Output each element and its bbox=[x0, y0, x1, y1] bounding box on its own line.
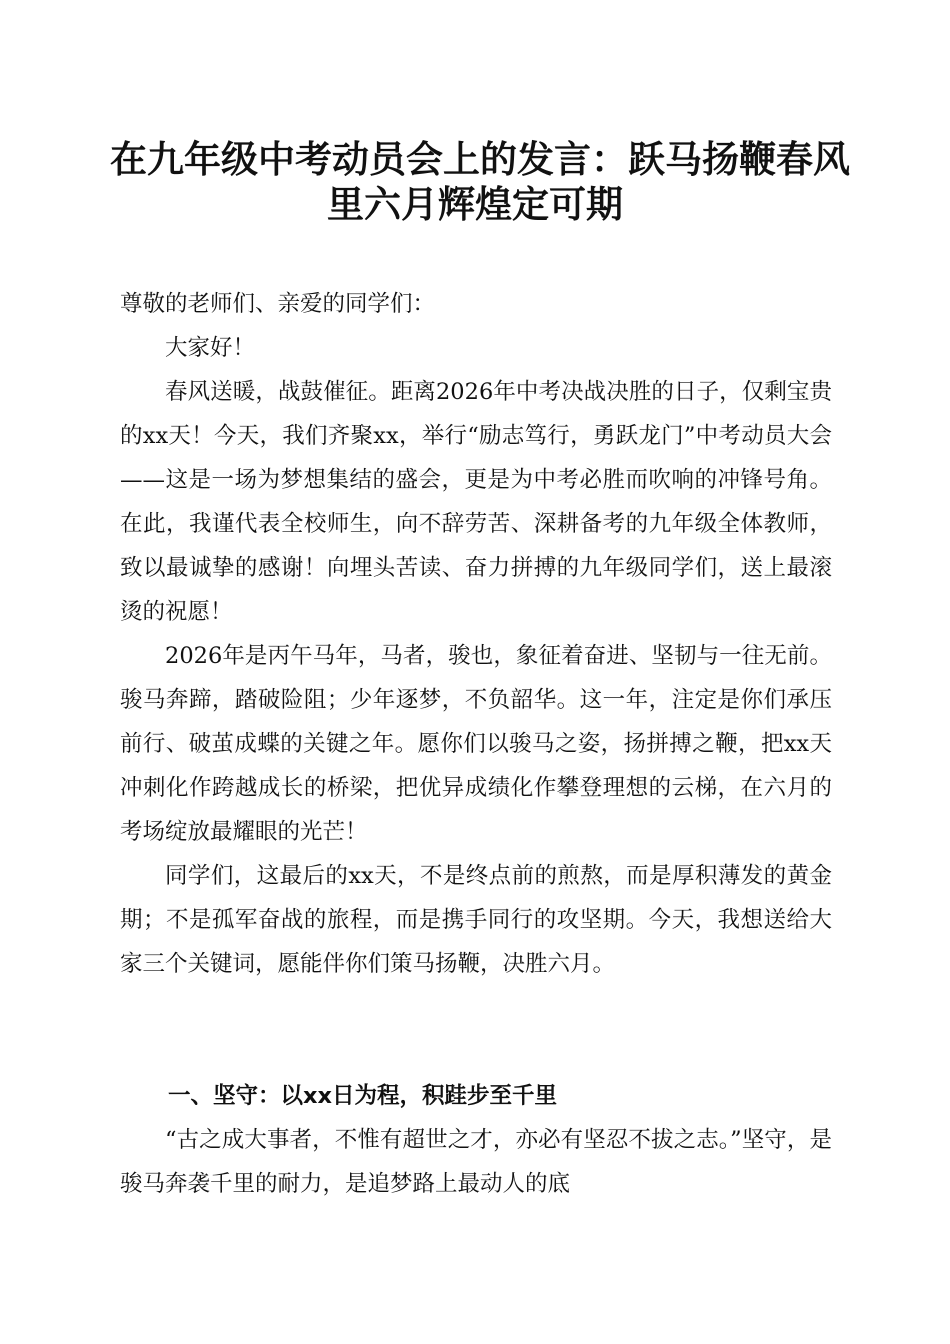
paragraph-keywords-intro: 同学们，这最后的xx天，不是终点前的煎熬，而是厚积薄发的黄金期；不是孤军奋战的旅程，而是携手同行的攻坚期。今天，我想送给大家三个关键词，愿能伴你们策马扬鞭，决胜六月。 bbox=[120, 863, 832, 977]
section-heading-1: 一、坚守：以xx日为程，积跬步至千里 bbox=[168, 1083, 558, 1109]
document-title-line-2: 里六月辉煌定可期 bbox=[327, 182, 623, 226]
section-1-paragraph: “古之成大事者，不惟有超世之才，亦必有坚忍不拔之志。”坚守，是骏马奔袭千里的耐力，是追梦路上最动人的底 bbox=[120, 1127, 832, 1197]
greeting: 大家好！ bbox=[165, 335, 256, 361]
salutation: 尊敬的老师们、亲爱的同学们： bbox=[120, 291, 436, 317]
paragraph-horse-year: 2026年是丙午马年，马者，骏也，象征着奋进、坚韧与一往无前。骏马奔蹄，踏破险阻；少年逐梦，不负韶华。这一年，注定是你们承压前行、破茧成蝶的关键之年。愿你们以骏马之姿，扬拼搏之鞭，把xx天冲刺化作跨越成长的桥梁，把优异成绩化作攀登理想的云梯，在六月的考场绽放最耀眼的光芒！ bbox=[120, 643, 832, 845]
document-title-line-1: 在九年级中考动员会上的发言：跃马扬鞭春风 bbox=[110, 137, 850, 181]
paragraph-opening: 春风送暖，战鼓催征。距离2026年中考决战决胜的日子，仅剩宝贵的xx天！今天，我们齐聚xx，举行“励志笃行，勇跃龙门”中考动员大会——这是一场为梦想集结的盛会，更是为中考必胜而吹响的冲锋号角。在此，我谨代表全校师生，向不辞劳苦、深耕备考的九年级全体教师，致以最诚挚的感谢！向埋头苦读、奋力拼搏的九年级同学们，送上最滚烫的祝愿！ bbox=[120, 379, 832, 625]
